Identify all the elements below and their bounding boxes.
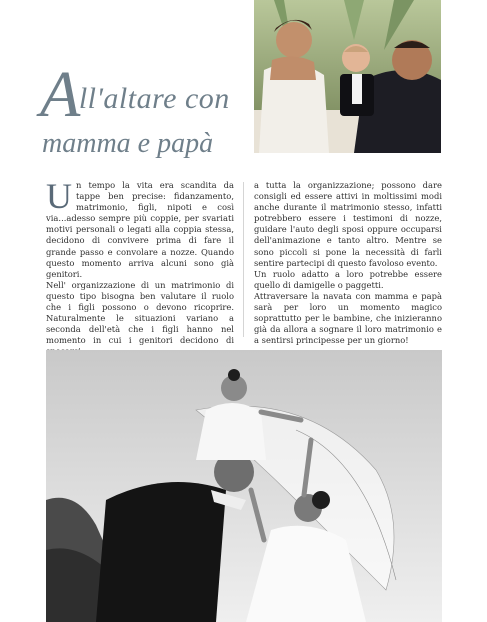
- drop-cap: U: [46, 176, 72, 216]
- paragraph-2: Nell' organizzazione di un matrimonio di questo tipo bisogna ben valutare il ruolo che i figli possono o devono ricoprire. Naturalmente le situazioni variano a seconda dell'età che i figli hanno nel momento in cui i genitori decidono di: [46, 279, 234, 346]
- paragraph-5: Un ruolo adatto a loro potrebbe essere quello di damigelle o paggetti.: [254, 268, 442, 290]
- paragraph-1: [46, 176, 234, 280]
- family-photo-illustration: [254, 0, 441, 153]
- article-column-right: [254, 180, 442, 346]
- title-line-1: [40, 58, 250, 131]
- article-title: [40, 58, 250, 159]
- title-line-2: mamma e papà: [42, 128, 214, 159]
- wedding-photo: [46, 350, 442, 622]
- title-initial: A: [40, 58, 81, 131]
- paragraph-4: a tutta la organizzazione; possono dare consigli ed essere attivi in moltissimi modi anche durante il matrimonio stesso, infatti potrebbero essere i testimoni di nozze, guidare l'auto degli sposi oppure occuparsi dell'animazione e tanto altro. Mentre se sono piccoli si pone la necessità di farli sentire partecipi di questo favoloso evento.: [254, 180, 442, 268]
- wedding-photo-illustration: [46, 350, 442, 622]
- column-divider: [243, 182, 244, 337]
- title-line-1-rest: ll'altare con: [78, 82, 230, 115]
- paragraph-6: Attraversare la navata con mamma e papà sarà per loro un momento magico soprattutto per le bambine, che inizieranno già da allora a sognare il loro matrimonio e a sentirsi principesse per un giorno!: [254, 290, 442, 346]
- family-photo: [254, 0, 441, 153]
- paragraph-1-text: n tempo la vita era scandita da tappe ben precise: fidanzamento, matrimonio, figli, nipoti e così via...adesso sempre più coppie, per svariati motivi personali o legati alla coppia stessa, decidono di convivere prima di fare il grande passo e convolare a nozze. Quando questo momento arriva alcuni sono già genitori.: [46, 180, 234, 279]
